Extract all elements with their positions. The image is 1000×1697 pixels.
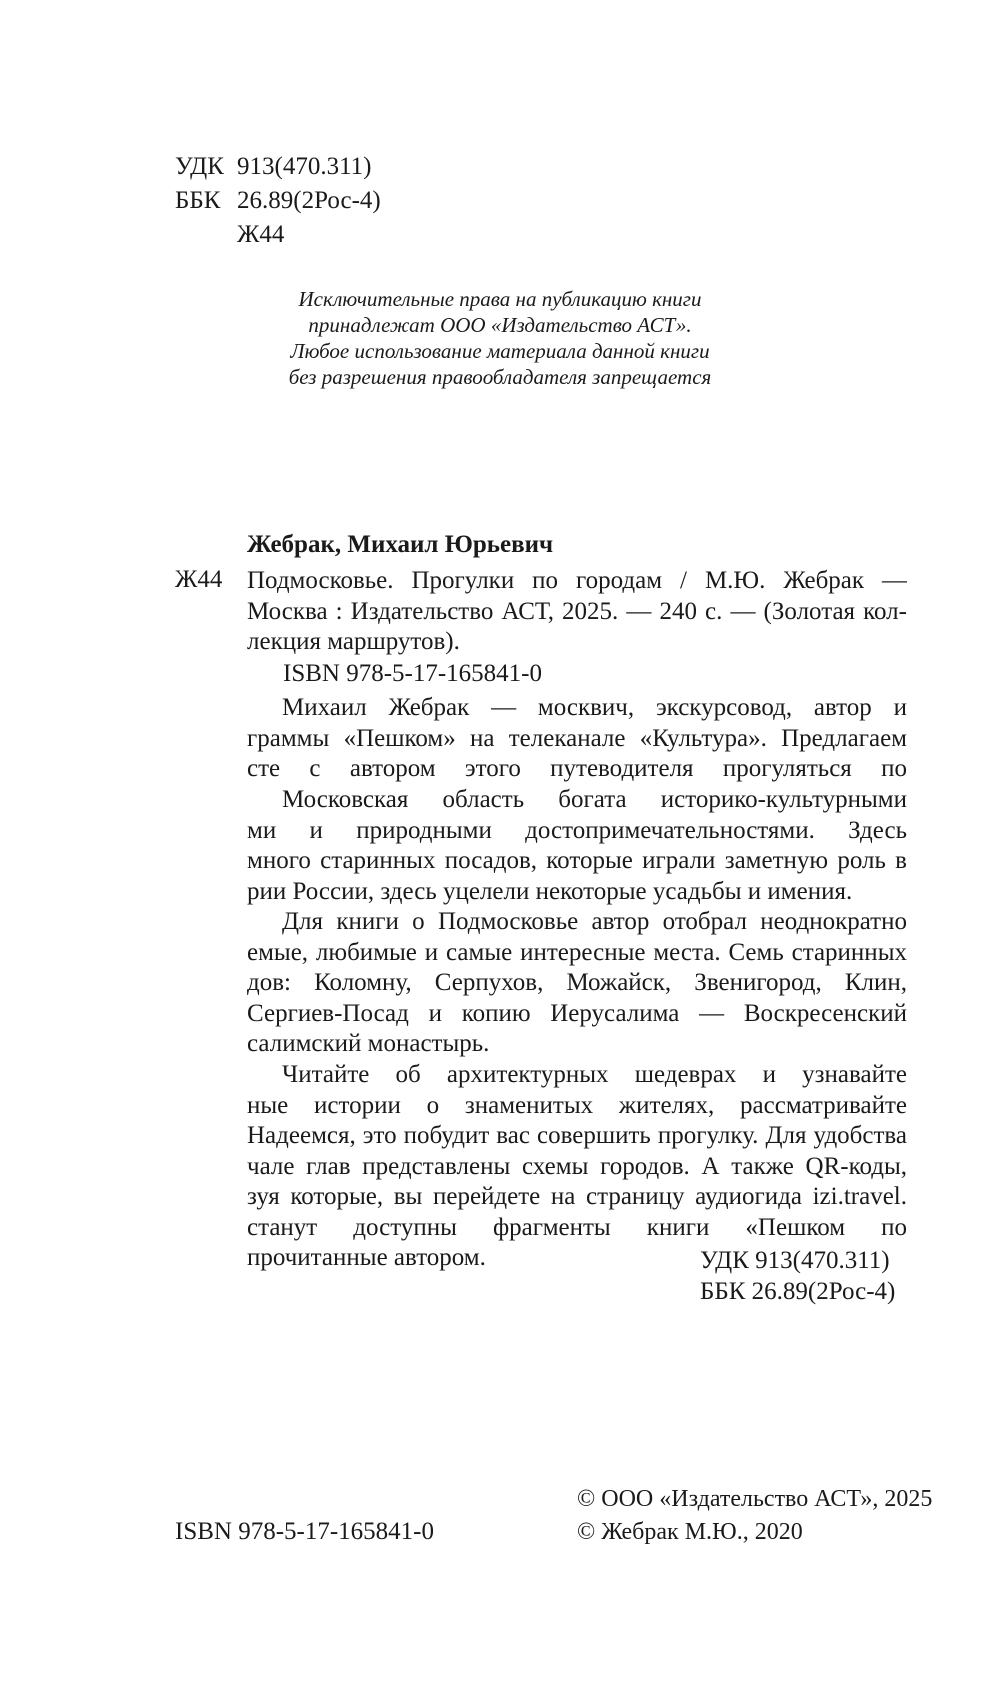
abstract-paragraph [247,693,907,785]
udk-label: УДК [175,153,224,180]
rights-line: без разрешения правообладателя запрещается [288,365,712,389]
record-author: Жебрак, Михаил Юрьевич [247,531,554,558]
abstract-line: Читайте об архитектурных шедеврах и узнавайте [282,1061,907,1088]
bbk-row [175,184,381,218]
rights-line: Исключительные права на публикацию книги [298,287,702,311]
abstract-line: ми и природными достопримечательностями. Здесь [247,816,907,844]
abstract-paragraph [247,785,907,907]
record-isbn: ISBN 978-5-17-165841-0 [283,660,543,687]
bbk-value: 26.89(2Рос-4) [237,187,381,214]
abstract-line: дов: Коломну, Серпухов, Можайск, Звенигород, Клин, [247,969,907,996]
abstract-line: Надеемся, это побудит вас совершить прогулку. Для удобства [247,1122,907,1149]
rights-notice [250,286,750,390]
abstract-line: ные истории о знаменитых жителях, рассматривайте [247,1091,907,1119]
abstract-line: зуя которые, вы перейдете на страницу аудиогида izi.travel. [247,1183,907,1210]
title-line: лекция маршрутов). [247,628,460,655]
rights-line: Любое использование материала данной книги [290,339,710,363]
rights-line: принадлежат ООО «Издательство АСТ». [308,313,692,337]
abstract-line: Михаил Жебрак — москвич, экскурсовод, автор и [282,694,907,721]
abstract-paragraph [247,1060,907,1274]
abstract-line: много старинных посадов, которые играли заметную роль в [247,847,907,874]
abstract-line: Для книги о Подмосковье автор отобрал неоднократно [282,908,907,935]
title-line: Москва : Издательство АСТ, 2025. — 240 с. — (Золотая кол- [247,597,907,625]
abstract-line: прочитанные автором. [247,1244,486,1271]
abstract-line: емые, любимые и самые интересные места. Семь старинных [247,938,907,966]
abstract-line: салимский монастырь. [247,1030,490,1057]
record-title [247,566,907,658]
abstract-line: рии России, здесь уцелели некоторые усадьбы и имения. [247,877,853,905]
udk-row [175,150,371,184]
title-line: Подмосковье. Прогулки по городам / М.Ю. Жебрак — [247,567,907,594]
abstract-line: сте с автором этого путеводителя прогуляться по [247,755,907,782]
cutter-row [175,218,284,252]
abstract-paragraph [247,907,907,1060]
record-cutter: Ж44 [175,566,223,593]
record-udk: УДК 913(470.311) [700,1247,890,1274]
abstract-line: граммы «Пешком» на телеканале «Культура». Предлагаем [247,724,907,752]
udk-value: 913(470.311) [237,153,372,180]
abstract-line: Московская область богата историко-культурными [282,786,907,813]
abstract-line: чале глав представлены схемы городов. А также QR-коды, [247,1152,907,1180]
cutter-code: Ж44 [237,221,285,248]
footer-isbn: ISBN 978-5-17-165841-0 [175,1518,435,1545]
abstract-line: станут доступны фрагменты книги «Пешком по [247,1213,907,1241]
copyright-author: © Жебрак М.Ю., 2020 [577,1519,803,1545]
record-bbk: ББК 26.89(2Рос-4) [700,1278,896,1305]
bbk-label: ББК [175,187,221,214]
abstract-line: Сергиев-Посад и копию Иерусалима — Воскресенский [247,999,907,1027]
copyright-publisher: © ООО «Издательство АСТ», 2025 [577,1486,933,1512]
